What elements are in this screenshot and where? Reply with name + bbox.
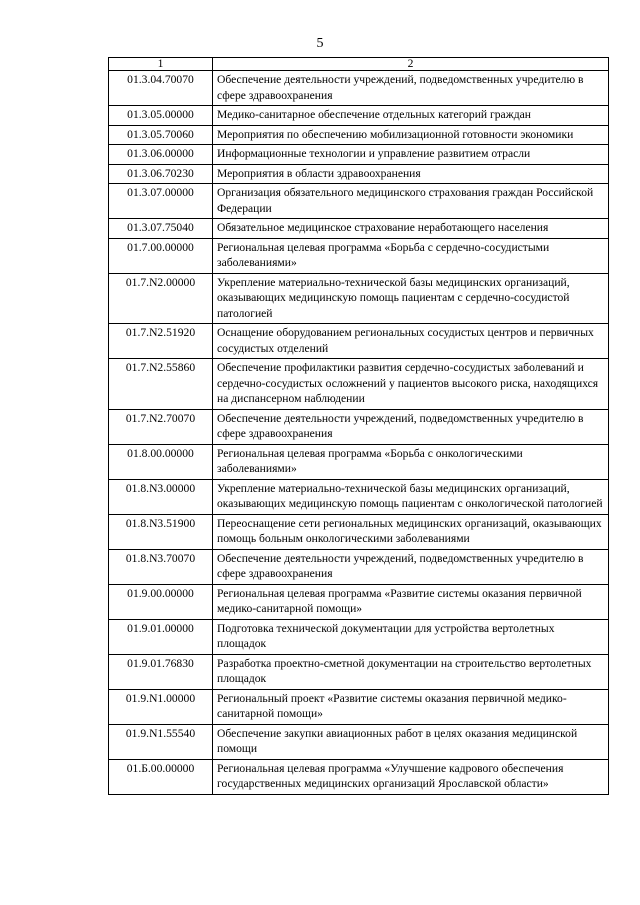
table-row <box>109 514 609 549</box>
row-name: Региональная целевая программа «Борьба с онкологическими заболеваниями» <box>213 444 609 479</box>
table-row <box>109 549 609 584</box>
row-name: Региональный проект «Развитие системы оказания первичной медико-санитарной помощи» <box>213 689 609 724</box>
table-row <box>109 359 609 410</box>
row-code: 01.7.00.00000 <box>109 238 213 273</box>
table-row <box>109 164 609 184</box>
table-header-row <box>109 58 609 71</box>
row-code: 01.8.00.00000 <box>109 444 213 479</box>
row-code: 01.9.N1.55540 <box>109 724 213 759</box>
table-row <box>109 654 609 689</box>
table-row <box>109 759 609 794</box>
row-code: 01.3.07.75040 <box>109 219 213 239</box>
row-code: 01.3.05.00000 <box>109 106 213 126</box>
table-row <box>109 724 609 759</box>
row-name: Мероприятия в области здравоохранения <box>213 164 609 184</box>
table-row <box>109 238 609 273</box>
row-code: 01.3.07.00000 <box>109 184 213 219</box>
table-row <box>109 324 609 359</box>
row-name: Обеспечение закупки авиационных работ в целях оказания медицинской помощи <box>213 724 609 759</box>
table-row <box>109 273 609 324</box>
row-name: Информационные технологии и управление развитием отрасли <box>213 145 609 165</box>
row-code: 01.3.04.70070 <box>109 71 213 106</box>
table-row <box>109 71 609 106</box>
row-code: 01.3.05.70060 <box>109 125 213 145</box>
row-code: 01.7.N2.70070 <box>109 409 213 444</box>
row-name: Обеспечение деятельности учреждений, подведомственных учредителю в сфере здравоохранения <box>213 409 609 444</box>
table-row <box>109 619 609 654</box>
column-header-name: 2 <box>213 58 609 71</box>
row-code: 01.3.06.00000 <box>109 145 213 165</box>
row-code: 01.8.N3.70070 <box>109 549 213 584</box>
table-row <box>109 184 609 219</box>
row-code: 01.7.N2.51920 <box>109 324 213 359</box>
row-name: Региональная целевая программа «Улучшение кадрового обеспечения государственных медицинских организаций Ярославской области» <box>213 759 609 794</box>
row-code: 01.7.N2.00000 <box>109 273 213 324</box>
row-name: Региональная целевая программа «Борьба с сердечно-сосудистыми заболеваниями» <box>213 238 609 273</box>
table-row <box>109 219 609 239</box>
row-name: Обеспечение деятельности учреждений, подведомственных учредителю в сфере здравоохранения <box>213 71 609 106</box>
row-name: Мероприятия по обеспечению мобилизационной готовности экономики <box>213 125 609 145</box>
row-name: Укрепление материально-технической базы медицинских организаций, оказывающих медицинскую помощь пациентам с сердечно-сосудистой патологией <box>213 273 609 324</box>
table-row <box>109 479 609 514</box>
row-name: Организация обязательного медицинского страхования граждан Российской Федерации <box>213 184 609 219</box>
row-name: Подготовка технической документации для устройства вертолетных площадок <box>213 619 609 654</box>
row-code: 01.9.N1.00000 <box>109 689 213 724</box>
row-code: 01.9.00.00000 <box>109 584 213 619</box>
row-code: 01.9.01.00000 <box>109 619 213 654</box>
table-row <box>109 125 609 145</box>
row-name: Оснащение оборудованием региональных сосудистых центров и первичных сосудистых отделений <box>213 324 609 359</box>
row-code: 01.8.N3.00000 <box>109 479 213 514</box>
row-name: Обязательное медицинское страхование неработающего населения <box>213 219 609 239</box>
table-row <box>109 689 609 724</box>
row-name: Региональная целевая программа «Развитие системы оказания первичной медико-санитарной помощи» <box>213 584 609 619</box>
row-code: 01.9.01.76830 <box>109 654 213 689</box>
row-code: 01.8.N3.51900 <box>109 514 213 549</box>
row-code: 01.3.06.70230 <box>109 164 213 184</box>
table-row <box>109 106 609 126</box>
page-number: 5 <box>316 36 324 51</box>
table-row <box>109 444 609 479</box>
row-name: Медико-санитарное обеспечение отдельных категорий граждан <box>213 106 609 126</box>
row-code: 01.Б.00.00000 <box>109 759 213 794</box>
table-row <box>109 409 609 444</box>
table-row <box>109 584 609 619</box>
row-name: Обеспечение деятельности учреждений, подведомственных учредителю в сфере здравоохранения <box>213 549 609 584</box>
row-name: Укрепление материально-технической базы медицинских организаций, оказывающих медицинскую помощь пациентам с онкологической патологией <box>213 479 609 514</box>
row-name: Переоснащение сети региональных медицинских организаций, оказывающих помощь больным онкологическими заболеваниями <box>213 514 609 549</box>
row-code: 01.7.N2.55860 <box>109 359 213 410</box>
column-header-code: 1 <box>109 58 213 71</box>
budget-classification-table <box>108 57 609 795</box>
table-row <box>109 145 609 165</box>
row-name: Разработка проектно-сметной документации на строительство вертолетных площадок <box>213 654 609 689</box>
row-name: Обеспечение профилактики развития сердечно-сосудистых заболеваний и сердечно-сосудистых осложнений у пациентов высокого риска, находящихся на диспансерном наблюдении <box>213 359 609 410</box>
